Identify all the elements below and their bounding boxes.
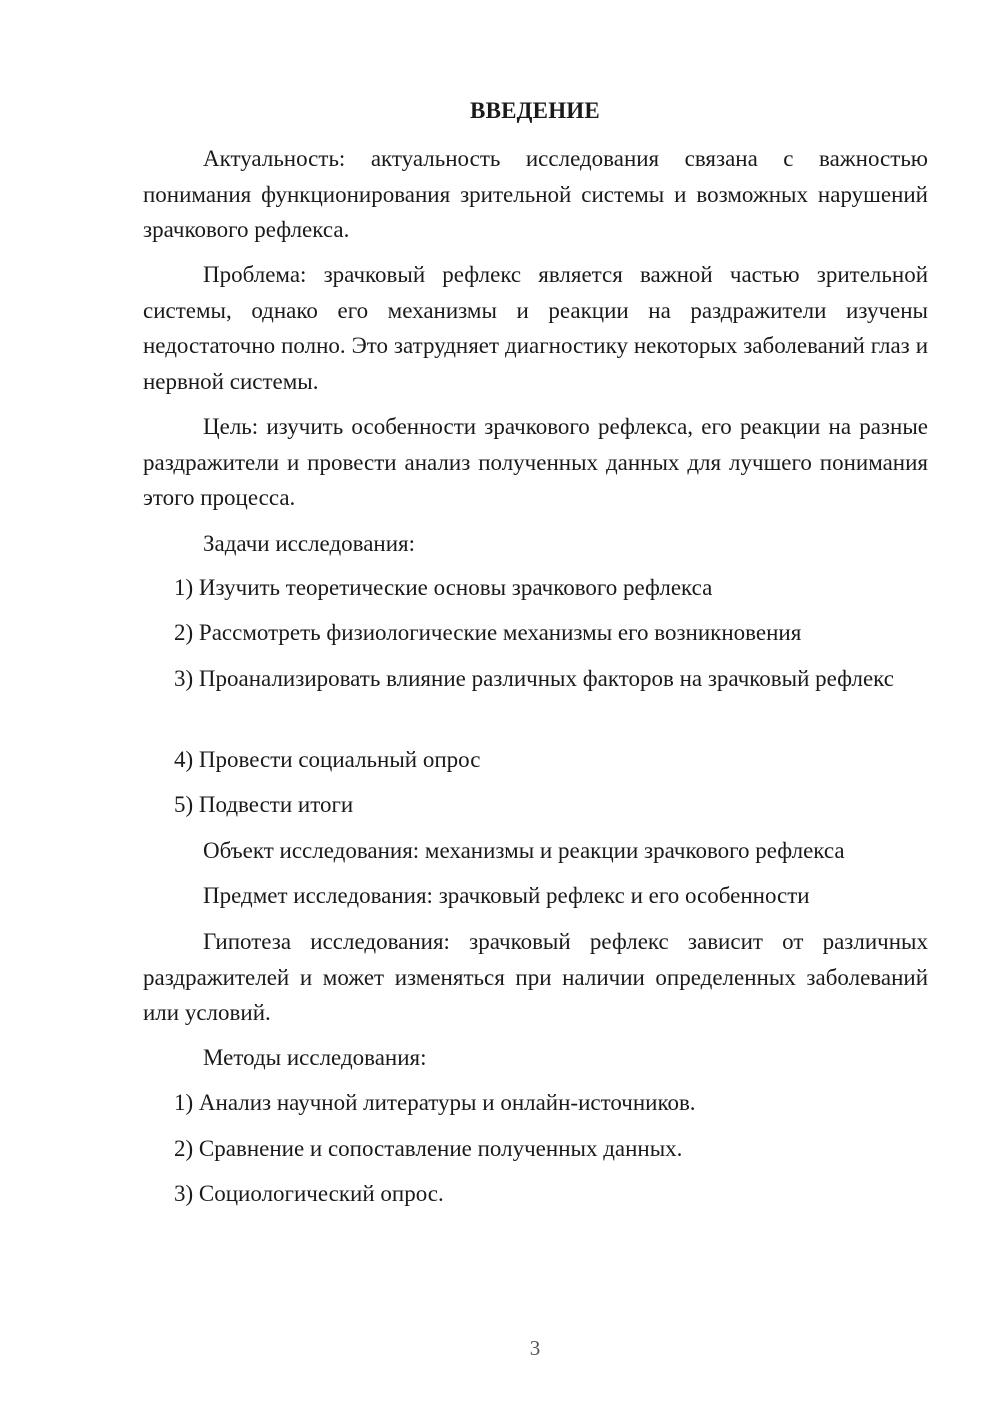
task-item-5: 5) Подвести итоги [174, 792, 354, 817]
object-paragraph: Объект исследования: механизмы и реакции зрачкового рефлекса [203, 838, 845, 863]
hypothesis-paragraph: Гипотеза исследования: зрачковый рефлекс зависит от различных раздражителей и может изменяться при наличии определенных заболеваний или условий. [143, 929, 928, 1025]
relevance-paragraph: Актуальность: актуальность исследования связана с важностью понимания функционирования зрительной системы и возможных нарушений зрачкового рефлекса. [143, 146, 928, 242]
method-item-2: 2) Сравнение и сопоставление полученных данных. [174, 1136, 683, 1161]
method-item-3: 3) Социологический опрос. [174, 1181, 444, 1206]
task-item-2: 2) Рассмотреть физиологические механизмы его возникновения [174, 620, 802, 645]
task-item-1: 1) Изучить теоретические основы зрачкового рефлекса [174, 575, 713, 600]
goal-paragraph: Цель: изучить особенности зрачкового рефлекса, его реакции на разные раздражители и провести анализ полученных данных для лучшего понимания этого процесса. [143, 414, 928, 510]
section-heading: ВВЕДЕНИЕ [470, 98, 600, 123]
subject-paragraph: Предмет исследования: зрачковый рефлекс и его особенности [203, 883, 810, 908]
page-number: 3 [529, 1336, 541, 1360]
task-item-4: 4) Провести социальный опрос [174, 747, 481, 772]
methods-title: Методы исследования: [203, 1045, 427, 1070]
method-item-1: 1) Анализ научной литературы и онлайн-источников. [174, 1090, 696, 1115]
task-item-3: 3) Проанализировать влияние различных факторов на зрачковый рефлекс [174, 666, 894, 691]
problem-paragraph: Проблема: зрачковый рефлекс является важной частью зрительной системы, однако его механизмы и реакции на раздражители изучены недостаточно полно. Это затрудняет диагностику некоторых заболеваний глаз и нервной системы. [143, 262, 928, 394]
tasks-title: Задачи исследования: [203, 531, 416, 556]
